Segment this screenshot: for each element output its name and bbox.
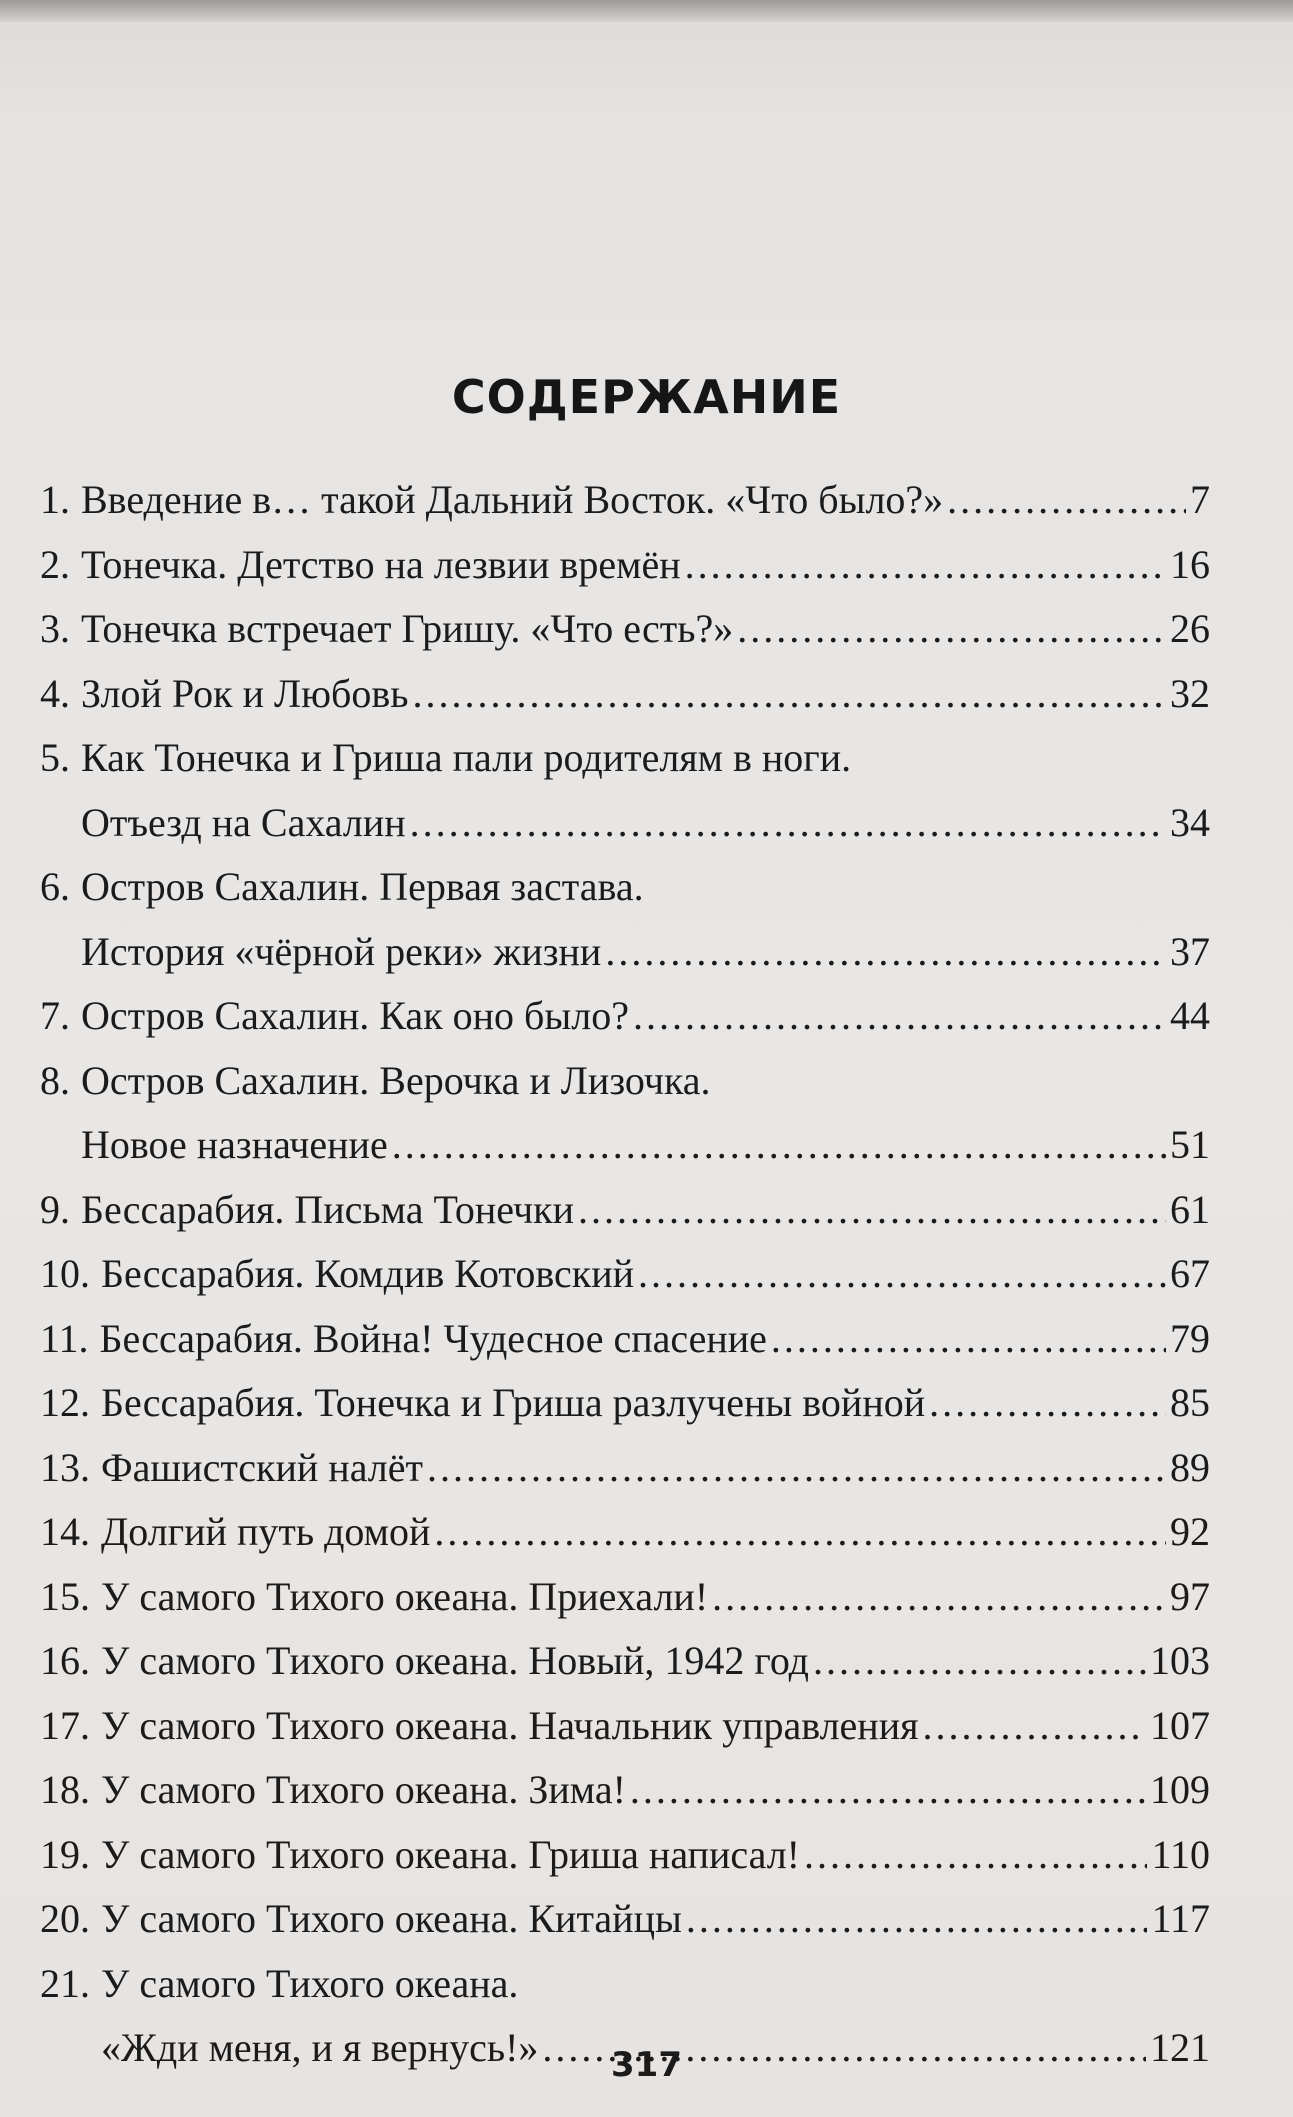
chapter-title: Бессарабия. Война! Чудесное спасение xyxy=(99,1315,767,1361)
chapter-page: 97 xyxy=(1170,1573,1210,1619)
chapter-title: Отъезд на Сахалин xyxy=(81,799,406,845)
chapter-number: 12. xyxy=(40,1380,90,1425)
chapter-title: Тонечка. Детство на лезвии времён xyxy=(81,541,681,587)
chapter-number: 15. xyxy=(40,1573,90,1619)
dot-leader xyxy=(686,1887,1148,1952)
dot-leader xyxy=(929,1371,1166,1436)
chapter-page: 110 xyxy=(1151,1831,1210,1877)
chapter-number: 8. xyxy=(40,1057,70,1103)
chapter-title: У самого Тихого океана. Зима! xyxy=(101,1767,626,1812)
dot-leader xyxy=(410,791,1166,856)
chapter-page: 79 xyxy=(1170,1315,1210,1361)
toc-entry xyxy=(40,855,1210,984)
dot-leader xyxy=(947,468,1186,533)
chapter-number: 10. xyxy=(40,1251,90,1296)
chapter-number: 14. xyxy=(40,1509,90,1554)
chapter-page: 92 xyxy=(1170,1509,1210,1554)
chapter-title: У самого Тихого океана. Китайцы xyxy=(101,1896,682,1941)
chapter-title: Бессарабия. Письма Тонечки xyxy=(81,1186,575,1232)
table-of-contents xyxy=(40,468,1210,2081)
chapter-title: У самого Тихого океана. Гриша написал! xyxy=(101,1831,801,1877)
toc-entry xyxy=(40,662,1210,727)
chapter-number: 18. xyxy=(40,1767,90,1812)
chapter-page: 37 xyxy=(1170,928,1210,974)
chapter-title: У самого Тихого океана. Начальник управления xyxy=(101,1702,919,1748)
dot-leader xyxy=(427,1436,1166,1501)
chapter-page: 16 xyxy=(1170,541,1210,587)
toc-entry xyxy=(40,468,1210,533)
dot-leader xyxy=(737,597,1166,662)
chapter-title: Тонечка встречает Гришу. «Что есть?» xyxy=(81,606,734,651)
chapter-title: Остров Сахалин. Как оно было? xyxy=(81,993,629,1038)
chapter-title: Бессарабия. Комдив Котовский xyxy=(101,1251,635,1296)
toc-entry xyxy=(40,1758,1210,1823)
chapter-title: Фашистский налёт xyxy=(101,1444,423,1490)
chapter-page: 107 xyxy=(1150,1702,1210,1748)
chapter-page: 34 xyxy=(1170,799,1210,845)
toc-entry xyxy=(40,1694,1210,1759)
toc-entry xyxy=(40,1565,1210,1630)
chapter-page: 61 xyxy=(1170,1186,1210,1232)
dot-leader xyxy=(712,1565,1166,1630)
chapter-page: 7 xyxy=(1190,477,1210,522)
toc-entry xyxy=(40,1629,1210,1694)
chapter-number: 9. xyxy=(40,1186,70,1232)
chapter-page: 32 xyxy=(1170,670,1210,716)
chapter-title: У самого Тихого океана. Приехали! xyxy=(101,1573,709,1619)
dot-leader xyxy=(771,1307,1166,1372)
chapter-number: 21. xyxy=(40,1960,90,2006)
chapter-title: У самого Тихого океана. Новый, 1942 год xyxy=(101,1638,810,1683)
chapter-title: Остров Сахалин. Первая застава. xyxy=(81,864,644,909)
dot-leader xyxy=(434,1500,1166,1565)
page-number: 317 xyxy=(611,2045,682,2085)
dot-leader xyxy=(392,1113,1166,1178)
dot-leader xyxy=(633,984,1166,1049)
chapter-page: 26 xyxy=(1170,606,1210,651)
chapter-page: 89 xyxy=(1170,1444,1210,1490)
toc-entry xyxy=(40,1823,1210,1888)
chapter-page: 121 xyxy=(1150,2025,1210,2070)
chapter-page: 51 xyxy=(1170,1122,1210,1167)
page-edge xyxy=(0,0,1293,22)
page-title: СОДЕРЖАНИЕ xyxy=(451,370,842,424)
dot-leader xyxy=(813,1629,1146,1694)
dot-leader xyxy=(685,533,1166,598)
chapter-number: 7. xyxy=(40,993,70,1038)
chapter-page: 44 xyxy=(1170,993,1210,1038)
chapter-title: «Жди меня, и я вернусь!» xyxy=(101,2025,539,2070)
chapter-title: Новое назначение xyxy=(81,1122,388,1167)
dot-leader xyxy=(412,662,1166,727)
chapter-number: 16. xyxy=(40,1638,90,1683)
chapter-title: Злой Рок и Любовь xyxy=(81,670,409,716)
toc-entry xyxy=(40,597,1210,662)
chapter-page: 117 xyxy=(1151,1896,1210,1941)
toc-entry xyxy=(40,1436,1210,1501)
toc-entry xyxy=(40,1371,1210,1436)
toc-entry xyxy=(40,1887,1210,1952)
chapter-number: 11. xyxy=(40,1315,89,1361)
chapter-number: 13. xyxy=(40,1444,90,1490)
chapter-title: Бессарабия. Тонечка и Гриша разлучены войной xyxy=(101,1380,926,1425)
chapter-page: 85 xyxy=(1170,1380,1210,1425)
chapter-title: Остров Сахалин. Верочка и Лизочка. xyxy=(81,1057,711,1103)
toc-entry xyxy=(40,1307,1210,1372)
chapter-number: 4. xyxy=(40,670,70,716)
chapter-number: 19. xyxy=(40,1831,90,1877)
chapter-number: 3. xyxy=(40,606,70,651)
chapter-number: 20. xyxy=(40,1896,90,1941)
toc-entry xyxy=(40,726,1210,855)
toc-entry xyxy=(40,1500,1210,1565)
dot-leader xyxy=(578,1178,1166,1243)
chapter-number: 6. xyxy=(40,864,70,909)
chapter-title: У самого Тихого океана. xyxy=(101,1960,519,2006)
chapter-page: 109 xyxy=(1150,1767,1210,1812)
toc-entry xyxy=(40,533,1210,598)
chapter-title: Долгий путь домой xyxy=(101,1509,431,1554)
toc-entry xyxy=(40,1242,1210,1307)
chapter-title: История «чёрной реки» жизни xyxy=(81,928,602,974)
chapter-number: 1. xyxy=(40,477,70,522)
chapter-number: 5. xyxy=(40,735,70,780)
chapter-number: 2. xyxy=(40,541,70,587)
chapter-number: 17. xyxy=(40,1702,90,1748)
chapter-title: Как Тонечка и Гриша пали родителям в ноги. xyxy=(81,735,852,780)
chapter-title: Введение в… такой Дальний Восток. «Что было?» xyxy=(81,477,944,522)
dot-leader xyxy=(804,1823,1147,1888)
chapter-page: 103 xyxy=(1150,1638,1210,1683)
dot-leader xyxy=(638,1242,1166,1307)
dot-leader xyxy=(605,920,1166,985)
toc-entry xyxy=(40,1049,1210,1178)
dot-leader xyxy=(630,1758,1146,1823)
toc-entry xyxy=(40,1178,1210,1243)
toc-entry xyxy=(40,984,1210,1049)
chapter-page: 67 xyxy=(1170,1251,1210,1296)
dot-leader xyxy=(923,1694,1146,1759)
